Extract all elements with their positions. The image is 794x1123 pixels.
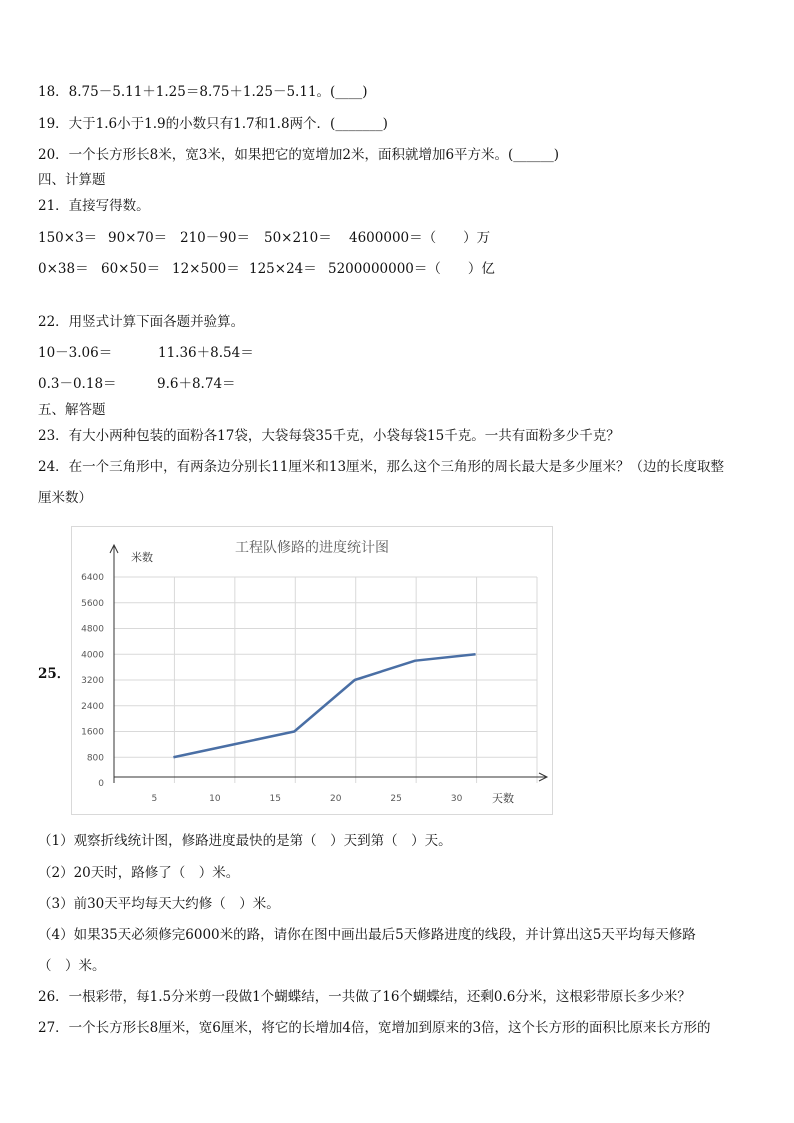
- question-22: 22．用竖式计算下面各题并验算。: [38, 314, 245, 330]
- q21-item: 50×210＝: [264, 230, 332, 246]
- question-25-part-2: （2）20天时，路修了（ ）米。: [38, 865, 240, 881]
- q21-item: 4600000＝（ ）万: [349, 230, 491, 246]
- q21-item: 5200000000＝（ ）亿: [328, 261, 495, 277]
- q22-item: 0.3－0.18＝: [38, 376, 117, 392]
- y-tick-label: 1600: [81, 727, 104, 738]
- question-24: 24．在一个三角形中，有两条边分别长11厘米和13厘米，那么这个三角形的周长最大是多少厘米？（边的长度取整: [38, 459, 725, 475]
- x-tick-label: 10: [209, 794, 221, 804]
- progress-line-chart: [71, 526, 553, 815]
- question-25-part-1: （1）观察折线统计图，修路进度最快的是第（ ）天到第（ ）天。: [38, 833, 452, 849]
- question-24-cont: 厘米数）: [38, 490, 92, 506]
- question-19: 19．大于1.6小于1.9的小数只有1.7和1.8两个．(_______): [38, 116, 388, 132]
- q21-item: 60×50＝: [101, 261, 161, 277]
- chart-title: 工程队修路的进度统计图: [235, 540, 389, 556]
- y-axis-label: 米数: [131, 551, 153, 564]
- q22-item: 11.36＋8.54＝: [158, 345, 254, 361]
- q22-item: 10－3.06＝: [38, 345, 113, 361]
- q22-item: 9.6＋8.74＝: [157, 376, 236, 392]
- question-18: 18．8.75－5.11＋1.25＝8.75＋1.25－5.11。(____): [38, 84, 368, 100]
- question-25-number: 25．: [38, 666, 71, 682]
- chart-svg: [72, 527, 552, 814]
- section-5-heading: 五、解答题: [38, 402, 106, 418]
- x-tick-label: 30: [450, 794, 463, 804]
- x-tick-label: 5: [151, 794, 158, 804]
- y-tick-label: 6400: [81, 573, 104, 583]
- question-20: 20．一个长方形长8米，宽3米，如果把它的宽增加2米，面积就增加6平方米。(______): [38, 147, 560, 163]
- x-tick-label: 15: [269, 794, 282, 804]
- y-tick-label: 4000: [81, 650, 104, 661]
- q21-item: 90×70＝: [108, 230, 168, 246]
- x-tick-label: 20: [329, 794, 342, 804]
- y-tick-label: 4800: [81, 624, 104, 635]
- question-23: 23．有大小两种包装的面粉各17袋，大袋每袋35千克，小袋每袋15千克。一共有面粉多少千克？: [38, 428, 620, 444]
- y-tick-label: 2400: [81, 701, 104, 712]
- y-tick-label: 3200: [81, 676, 104, 686]
- q21-item: 150×3＝: [38, 230, 98, 246]
- q21-item: 0×38＝: [38, 261, 89, 277]
- question-25-part-3: （3）前30天平均每天大约修（ ）米。: [38, 896, 280, 912]
- q21-item: 12×500＝: [172, 261, 240, 277]
- question-21: 21．直接写得数。: [38, 198, 150, 214]
- x-tick-label: 25: [390, 794, 402, 804]
- question-25-part-4-cont: （ ）米。: [38, 958, 106, 974]
- y-tick-label: 0: [98, 779, 104, 789]
- y-tick-label: 5600: [81, 598, 104, 609]
- question-26: 26．一根彩带，每1.5分米剪一段做1个蝴蝶结，一共做了16个蝴蝶结，还剩0.6分米，这根彩带原长多少米？: [38, 989, 691, 1005]
- y-tick-label: 800: [86, 753, 104, 764]
- q21-item: 210－90＝: [180, 230, 250, 246]
- question-27: 27．一个长方形长8厘米，宽6厘米，将它的长增加4倍，宽增加到原来的3倍，这个长方形的面积比原来长方形的: [38, 1020, 711, 1036]
- section-4-heading: 四、计算题: [38, 172, 106, 188]
- q21-item: 125×24＝: [249, 261, 317, 277]
- x-axis-label: 天数: [492, 792, 514, 805]
- question-25-part-4: （4）如果35天必须修完6000米的路，请你在图中画出最后5天修路进度的线段，并计算出这5天平均每天修路: [38, 927, 696, 943]
